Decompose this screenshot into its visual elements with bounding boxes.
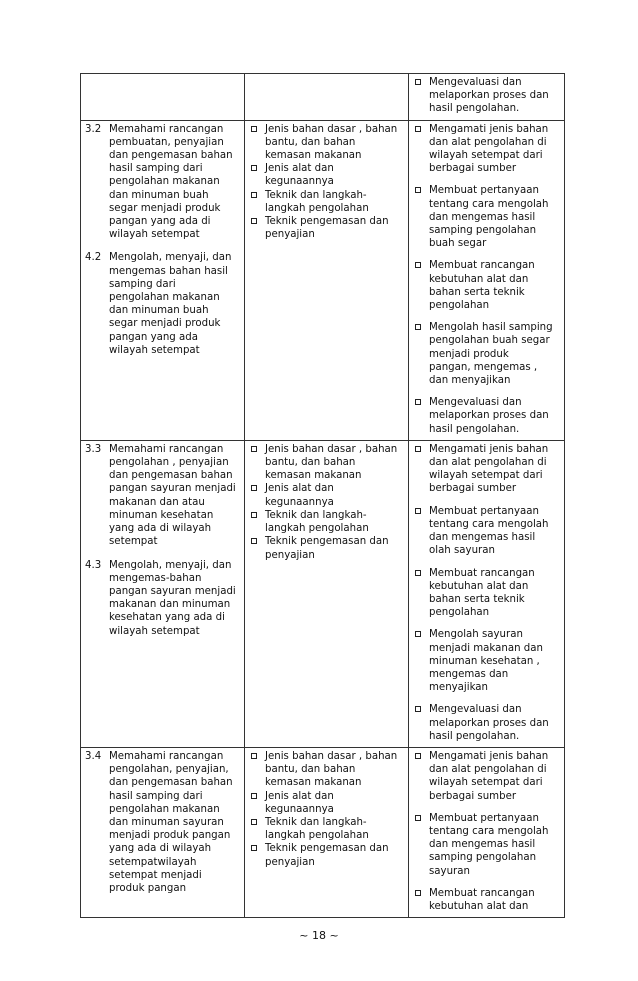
kompetensi-dasar-cell bbox=[81, 120, 245, 440]
kegiatan-text: Mengevaluasi dan melaporkan proses dan hasil pengolahan. bbox=[429, 704, 549, 742]
table-row bbox=[81, 74, 565, 121]
square-bullet-icon bbox=[415, 187, 421, 193]
square-bullet-icon bbox=[415, 570, 421, 576]
square-bullet-icon bbox=[251, 192, 257, 198]
kd-number: 3.4 bbox=[85, 750, 102, 762]
kd-number: 4.2 bbox=[85, 252, 102, 264]
kegiatan-item bbox=[413, 567, 560, 620]
materi-text: Teknik pengemasan dan penyajian bbox=[265, 843, 389, 868]
kd-number: 3.2 bbox=[85, 123, 102, 135]
materi-item bbox=[249, 509, 404, 535]
kegiatan-item bbox=[413, 628, 560, 694]
square-bullet-icon bbox=[415, 446, 421, 452]
kegiatan-text: Membuat rancangan kebutuhan alat dan bbox=[429, 887, 535, 912]
kd-text: Memahami rancangan pengolahan, penyajian, dan pengemasan bahan hasil samping dari pengolahan makanan dan minuman sayuran menjadi produk pangan yang ada di wilayah setempatwilayah setempat menjadi produk pangan bbox=[109, 750, 233, 894]
page-number: ~ 18 ~ bbox=[299, 929, 339, 942]
materi-item bbox=[249, 842, 404, 868]
square-bullet-icon bbox=[251, 819, 257, 825]
square-bullet-icon bbox=[415, 890, 421, 896]
square-bullet-icon bbox=[251, 165, 257, 171]
kd-number: 4.3 bbox=[85, 559, 102, 571]
materi-cell bbox=[245, 440, 409, 747]
materi-text: Jenis bahan dasar , bahan bantu, dan bahan kemasan makanan bbox=[265, 443, 398, 482]
kompetensi-dasar-cell bbox=[81, 747, 245, 917]
kd-item bbox=[85, 123, 240, 242]
kegiatan-cell bbox=[409, 440, 565, 747]
table-row bbox=[81, 120, 565, 440]
square-bullet-icon bbox=[251, 793, 257, 799]
kegiatan-text: Mengolah hasil samping pengolahan buah segar menjadi produk pangan, mengemas , dan menyajikan bbox=[429, 322, 553, 387]
kd-number: 3.3 bbox=[85, 443, 102, 455]
materi-cell bbox=[245, 74, 409, 121]
kegiatan-item bbox=[413, 750, 560, 803]
syllabus-table bbox=[80, 73, 565, 918]
kegiatan-cell bbox=[409, 747, 565, 917]
square-bullet-icon bbox=[415, 324, 421, 330]
materi-item bbox=[249, 750, 404, 790]
kegiatan-item bbox=[413, 321, 560, 387]
materi-item bbox=[249, 215, 404, 241]
kegiatan-item bbox=[413, 259, 560, 312]
materi-item bbox=[249, 162, 404, 188]
materi-text: Teknik pengemasan dan penyajian bbox=[265, 536, 389, 561]
square-bullet-icon bbox=[251, 485, 257, 491]
square-bullet-icon bbox=[415, 631, 421, 637]
kegiatan-item bbox=[413, 123, 560, 176]
square-bullet-icon bbox=[251, 218, 257, 224]
square-bullet-icon bbox=[415, 753, 421, 759]
table-row bbox=[81, 440, 565, 747]
kd-item bbox=[85, 443, 240, 549]
kegiatan-text: Membuat rancangan kebutuhan alat dan bahan serta teknik pengolahan bbox=[429, 260, 535, 312]
square-bullet-icon bbox=[415, 815, 421, 821]
materi-text: Jenis bahan dasar , bahan bantu, dan bahan kemasan makanan bbox=[265, 750, 398, 789]
materi-item bbox=[249, 123, 404, 163]
square-bullet-icon bbox=[251, 446, 257, 452]
materi-text: Teknik pengemasan dan penyajian bbox=[265, 216, 389, 241]
square-bullet-icon bbox=[415, 706, 421, 712]
kegiatan-text: Mengevaluasi dan melaporkan proses dan hasil pengolahan. bbox=[429, 77, 549, 115]
kegiatan-text: Mengamati jenis bahan dan alat pengolahan di wilayah setempat dari berbagai sumber bbox=[429, 750, 549, 802]
kegiatan-item bbox=[413, 443, 560, 496]
kegiatan-item bbox=[413, 887, 560, 913]
materi-text: Teknik dan langkah- langkah pengolahan bbox=[265, 816, 369, 842]
materi-item bbox=[249, 535, 404, 561]
spacer bbox=[85, 241, 240, 251]
kompetensi-dasar-cell bbox=[81, 440, 245, 747]
square-bullet-icon bbox=[251, 126, 257, 132]
kegiatan-item bbox=[413, 184, 560, 250]
materi-text: Jenis alat dan kegunaannya bbox=[265, 790, 334, 815]
kd-text: Mengolah, menyaji, dan mengemas-bahan pangan sayuran menjadi makanan dan minuman kesehatan yang ada di wilayah setempat bbox=[109, 559, 236, 637]
materi-text: Jenis alat dan kegunaannya bbox=[265, 483, 334, 508]
kegiatan-item bbox=[413, 812, 560, 878]
kegiatan-cell bbox=[409, 74, 565, 121]
syllabus-table-body bbox=[81, 74, 565, 918]
kegiatan-text: Membuat pertanyaan tentang cara mengolah dan mengemas hasil samping pengolahan sayuran bbox=[429, 812, 549, 877]
square-bullet-icon bbox=[251, 845, 257, 851]
materi-text: Teknik dan langkah- langkah pengolahan bbox=[265, 509, 369, 535]
square-bullet-icon bbox=[415, 262, 421, 268]
square-bullet-icon bbox=[415, 79, 421, 85]
kd-item bbox=[85, 750, 240, 895]
spacer bbox=[85, 549, 240, 559]
kegiatan-text: Mengevaluasi dan melaporkan proses dan hasil pengolahan. bbox=[429, 397, 549, 435]
materi-cell bbox=[245, 120, 409, 440]
square-bullet-icon bbox=[415, 126, 421, 132]
square-bullet-icon bbox=[251, 538, 257, 544]
square-bullet-icon bbox=[251, 753, 257, 759]
kegiatan-item bbox=[413, 396, 560, 436]
kd-item bbox=[85, 559, 240, 638]
square-bullet-icon bbox=[415, 508, 421, 514]
kegiatan-item bbox=[413, 703, 560, 743]
materi-text: Jenis alat dan kegunaannya bbox=[265, 163, 334, 188]
materi-item bbox=[249, 790, 404, 816]
kompetensi-dasar-cell bbox=[81, 74, 245, 121]
kegiatan-text: Membuat pertanyaan tentang cara mengolah dan mengemas hasil samping pengolahan buah segar bbox=[429, 185, 549, 250]
materi-item bbox=[249, 189, 404, 215]
kd-text: Memahami rancangan pengolahan , penyajian dan pengemasan bahan pangan sayuran menjadi makanan dan atau minuman kesehatan yang ada di wilayah setempat bbox=[109, 443, 236, 548]
kegiatan-cell bbox=[409, 120, 565, 440]
square-bullet-icon bbox=[415, 399, 421, 405]
kegiatan-text: Membuat rancangan kebutuhan alat dan bahan serta teknik pengolahan bbox=[429, 567, 535, 619]
square-bullet-icon bbox=[251, 512, 257, 518]
materi-text: Jenis bahan dasar , bahan bantu, dan bahan kemasan makanan bbox=[265, 123, 398, 162]
kegiatan-text: Mengolah sayuran menjadi makanan dan minuman kesehatan , mengemas dan menyajikan bbox=[429, 629, 543, 694]
materi-item bbox=[249, 816, 404, 842]
kegiatan-text: Mengamati jenis bahan dan alat pengolahan di wilayah setempat dari berbagai sumber bbox=[429, 443, 549, 495]
materi-item bbox=[249, 482, 404, 508]
kd-item bbox=[85, 251, 240, 357]
kegiatan-item bbox=[413, 505, 560, 558]
kd-text: Memahami rancangan pembuatan, penyajian dan pengemasan bahan hasil samping dari pengolahan makanan dan minuman buah segar menjadi produk pangan yang ada di wilayah setempat bbox=[109, 123, 233, 241]
kegiatan-item bbox=[413, 76, 560, 116]
materi-text: Teknik dan langkah- langkah pengolahan bbox=[265, 189, 369, 214]
table-row bbox=[81, 747, 565, 917]
kegiatan-text: Mengamati jenis bahan dan alat pengolahan di wilayah setempat dari berbagai sumber bbox=[429, 123, 549, 175]
kegiatan-text: Membuat pertanyaan tentang cara mengolah dan mengemas hasil olah sayuran bbox=[429, 505, 549, 557]
materi-cell bbox=[245, 747, 409, 917]
kd-text: Mengolah, menyaji, dan mengemas bahan hasil samping dari pengolahan makanan dan minuman buah segar menjadi produk pangan yang ada wilayah setempat bbox=[109, 252, 232, 356]
materi-item bbox=[249, 443, 404, 483]
